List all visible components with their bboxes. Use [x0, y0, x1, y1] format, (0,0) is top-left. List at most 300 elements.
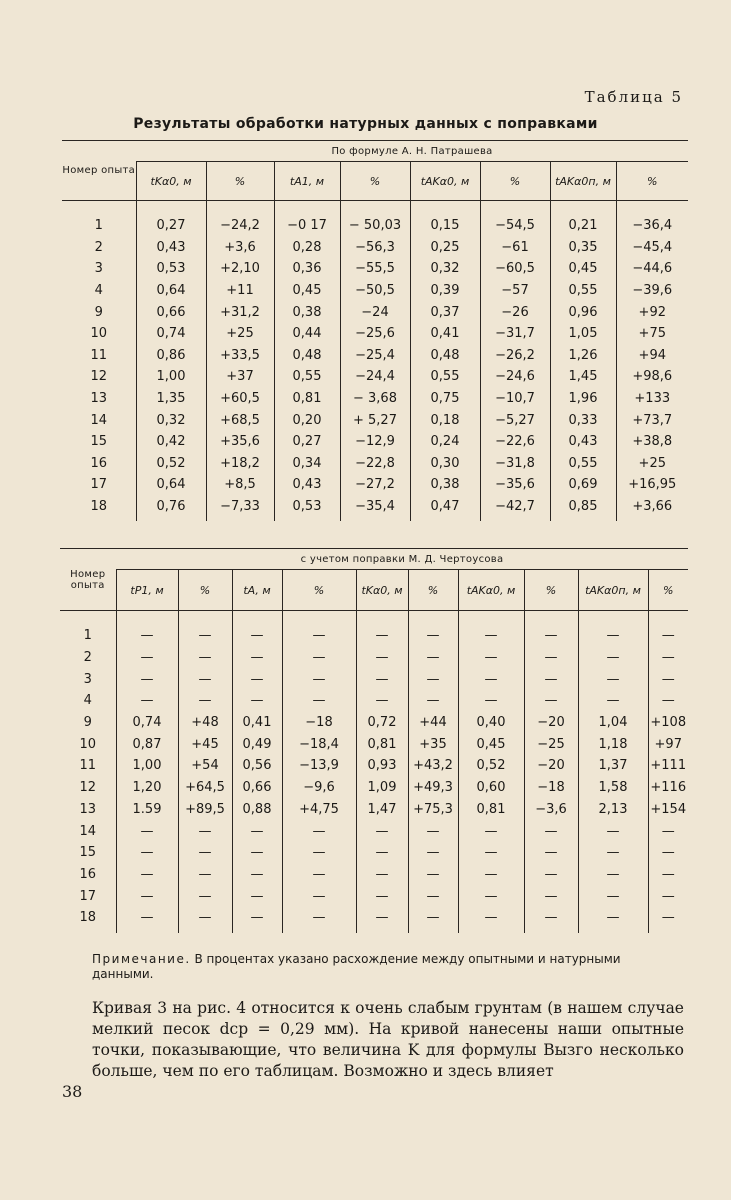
note-text: В процентах указано расхождение между опытными и натурными данными. [92, 952, 621, 981]
table-cell: −24,4 [340, 366, 410, 388]
column-header: % [282, 570, 356, 611]
table-cell: — [282, 668, 356, 690]
row-number: 2 [94, 239, 103, 255]
row-number: 4 [83, 693, 92, 709]
table-note [92, 952, 684, 982]
table-cell: −56,3 [340, 237, 410, 259]
table-cell: — [116, 885, 178, 907]
table-cell: 0,60 [458, 777, 524, 799]
table-cell: 0,33 [550, 409, 616, 431]
table-cell: −25,6 [340, 323, 410, 345]
row-number: 12 [90, 369, 108, 385]
table-cell: +97 [648, 733, 688, 755]
column-header: tP1, м [116, 570, 178, 611]
table-cell: +16,95 [616, 474, 688, 496]
table-cell: 0,85 [550, 496, 616, 522]
table-row [62, 237, 688, 259]
table-cell: — [578, 611, 648, 647]
table-cell: 0,18 [410, 409, 480, 431]
table-cell: 0,30 [410, 453, 480, 475]
table-row [60, 755, 688, 777]
table-cell: — [408, 647, 458, 669]
table-cell: +37 [206, 366, 274, 388]
table-cell: 0,53 [274, 496, 340, 522]
table-cell: −12,9 [340, 431, 410, 453]
table-cell: −50,5 [340, 280, 410, 302]
table-row [62, 301, 688, 323]
table-cell: — [578, 690, 648, 712]
table-cell: 1,37 [578, 755, 648, 777]
row-number: 16 [90, 455, 108, 471]
table-cell: 0,75 [410, 388, 480, 410]
table-cell: 0,41 [410, 323, 480, 345]
table-cell: — [356, 647, 408, 669]
table-cell: +154 [648, 799, 688, 821]
table-cell: — [524, 611, 578, 647]
table-cell: −26,2 [480, 345, 550, 367]
column-header: % [178, 570, 232, 611]
table-cell: 0,55 [550, 453, 616, 475]
column-header: % [206, 162, 274, 201]
table-cell: 1,96 [550, 388, 616, 410]
table-cell: −22,8 [340, 453, 410, 475]
table-cell: +75,3 [408, 799, 458, 821]
row-number: 1 [94, 218, 103, 234]
table-cell: — [116, 842, 178, 864]
row-number: 16 [79, 866, 97, 882]
table-cell: +43,2 [408, 755, 458, 777]
table-cell: — [178, 842, 232, 864]
table-cell: +116 [648, 777, 688, 799]
table-cell: 0,96 [550, 301, 616, 323]
table-cell: −10,7 [480, 388, 550, 410]
table-row [60, 611, 688, 647]
table-cell: — [356, 611, 408, 647]
table-cell: 1,47 [356, 799, 408, 821]
column-header: % [408, 570, 458, 611]
table-cell: +45 [178, 733, 232, 755]
table-cell: — [282, 690, 356, 712]
table-cell: +35 [408, 733, 458, 755]
table-cell: −31,7 [480, 323, 550, 345]
table-cell: 0,27 [274, 431, 340, 453]
column-header: tAKα0, м [458, 570, 524, 611]
table-cell: — [458, 668, 524, 690]
table-cell: 0,41 [232, 712, 282, 734]
row-number: 18 [79, 910, 97, 926]
row-number: 10 [79, 736, 97, 752]
table-cell: 0,81 [458, 799, 524, 821]
table-cell: 0,45 [458, 733, 524, 755]
table-cell: 0,76 [136, 496, 206, 522]
column-header: % [616, 162, 688, 201]
table-cell: — [282, 647, 356, 669]
table-cell: 0,21 [550, 201, 616, 237]
table-cell: — [282, 611, 356, 647]
table-cell: 0,32 [136, 409, 206, 431]
table-cell: −3,6 [524, 799, 578, 821]
table-cell: — [356, 690, 408, 712]
table-cell: — [232, 647, 282, 669]
table-cell: −24,6 [480, 366, 550, 388]
table-cell: — [648, 647, 688, 669]
table-cell: −39,6 [616, 280, 688, 302]
table-cell: −22,6 [480, 431, 550, 453]
table-cell: −18 [524, 777, 578, 799]
table-cell: — [458, 690, 524, 712]
table-cell: — [178, 885, 232, 907]
table-row [60, 712, 688, 734]
table-row [60, 864, 688, 886]
column-header: % [524, 570, 578, 611]
table-row [62, 388, 688, 410]
table-row [62, 431, 688, 453]
table-cell: 0,38 [410, 474, 480, 496]
table-row [62, 409, 688, 431]
table-cell: — [116, 820, 178, 842]
table-body [62, 201, 688, 522]
table-cell: 0,43 [136, 237, 206, 259]
table-cell: 0,53 [136, 258, 206, 280]
table-cell: 0,40 [458, 712, 524, 734]
table-cell: — [524, 668, 578, 690]
table-cell: 0,44 [274, 323, 340, 345]
table-cell: 0,39 [410, 280, 480, 302]
table-cell: +94 [616, 345, 688, 367]
table-cell: 0,24 [410, 431, 480, 453]
table-cell: 0,66 [136, 301, 206, 323]
table-cell: — [648, 907, 688, 933]
table-cell: — [282, 907, 356, 933]
table-cell: +3,6 [206, 237, 274, 259]
column-headers [60, 570, 688, 611]
table-row [62, 201, 688, 237]
table-title: Результаты обработки натурных данных с поправками [133, 116, 598, 132]
column-header: tAKα0п, м [578, 570, 648, 611]
table-cell: +92 [616, 301, 688, 323]
table-cell: 0,72 [356, 712, 408, 734]
table-cell: −61 [480, 237, 550, 259]
table-cell: — [524, 820, 578, 842]
table-cell: 0,56 [232, 755, 282, 777]
table-row [60, 842, 688, 864]
table-cell: − 50,03 [340, 201, 410, 237]
table-cell: 1,26 [550, 345, 616, 367]
table-cell: — [648, 842, 688, 864]
table-cell: 0,28 [274, 237, 340, 259]
table-cell: — [648, 864, 688, 886]
table-cell: +18,2 [206, 453, 274, 475]
group-header: с учетом поправки М. Д. Чертоусова [116, 549, 688, 570]
table-cell: — [458, 885, 524, 907]
column-headers [62, 162, 688, 201]
table-cell: — [648, 668, 688, 690]
row-number: 14 [79, 823, 97, 839]
table-cell: 1,58 [578, 777, 648, 799]
table-cell: +49,3 [408, 777, 458, 799]
row-number: 15 [90, 434, 108, 450]
page-number: 38 [62, 1082, 83, 1101]
table-cell: — [648, 690, 688, 712]
column-header: % [480, 162, 550, 201]
table-cell: +11 [206, 280, 274, 302]
table-cell: — [458, 864, 524, 886]
table-cell: — [232, 842, 282, 864]
table-cell: 0,86 [136, 345, 206, 367]
table-cell: — [232, 820, 282, 842]
table-cell: 0,37 [410, 301, 480, 323]
table-row [62, 280, 688, 302]
table-row [60, 690, 688, 712]
table-cell: — [578, 820, 648, 842]
table-cell: 0,43 [274, 474, 340, 496]
table-row [62, 323, 688, 345]
table-cell: 0,74 [116, 712, 178, 734]
table-cell: — [578, 647, 648, 669]
table-cell: 0,49 [232, 733, 282, 755]
body-paragraph: Кривая 3 на рис. 4 относится к очень слабым грунтам (в нашем случае мелкий песок dср = 0,29 мм). На кривой нанесены наши опытные точки, показывающие, что величина K для формулы Вызго несколько больше, чем по его таблицам. Возможно и здесь влияет [92, 999, 684, 1080]
table-label: Таблица 5 [584, 88, 683, 106]
table-cell: 0,81 [274, 388, 340, 410]
table-cell: −0 17 [274, 201, 340, 237]
row-number: 1 [83, 628, 92, 644]
column-header: tAKα0п, м [550, 162, 616, 201]
table-cell: +64,5 [178, 777, 232, 799]
row-number: 15 [79, 845, 97, 861]
table-row [60, 885, 688, 907]
table-cell: 0,55 [410, 366, 480, 388]
table-cell: −24 [340, 301, 410, 323]
row-number: 11 [90, 347, 108, 363]
table-cell: +68,5 [206, 409, 274, 431]
table-cell: — [356, 864, 408, 886]
table-cell: 1,20 [116, 777, 178, 799]
table-cell: 0,52 [458, 755, 524, 777]
table-cell: −20 [524, 755, 578, 777]
table-cell: — [232, 611, 282, 647]
table-cell: — [178, 690, 232, 712]
table-cell: +33,5 [206, 345, 274, 367]
table-cell: − 3,68 [340, 388, 410, 410]
row-header: Номер опыта [62, 141, 136, 201]
row-header: Номер опыта [60, 549, 116, 611]
table-cell: — [282, 842, 356, 864]
table-cell: −18 [282, 712, 356, 734]
table-cell: 0,25 [410, 237, 480, 259]
table-cell: −60,5 [480, 258, 550, 280]
table-cell: — [178, 864, 232, 886]
table-cell: 0,87 [116, 733, 178, 755]
table-cell: — [178, 647, 232, 669]
table-cell: — [408, 690, 458, 712]
table-cell: 0,66 [232, 777, 282, 799]
table-cell: +25 [616, 453, 688, 475]
table-cell: 0,55 [550, 280, 616, 302]
table-cell: 0,48 [274, 345, 340, 367]
table-row [62, 258, 688, 280]
table-cell: — [116, 864, 178, 886]
table-cell: +75 [616, 323, 688, 345]
table-cell: — [458, 647, 524, 669]
table-body [60, 611, 688, 933]
table-cell: — [178, 668, 232, 690]
table-cell: — [232, 907, 282, 933]
table-cell: — [524, 864, 578, 886]
table-cell: — [116, 668, 178, 690]
table-cell: 2,13 [578, 799, 648, 821]
table-cell: 0,32 [410, 258, 480, 280]
table-cell: −26 [480, 301, 550, 323]
row-number: 17 [79, 888, 97, 904]
table-cell: −54,5 [480, 201, 550, 237]
table-cell: — [232, 885, 282, 907]
table-cell: +108 [648, 712, 688, 734]
table-cell: +133 [616, 388, 688, 410]
table-cell: +8,5 [206, 474, 274, 496]
table-cell: — [578, 842, 648, 864]
table-cell: 0,36 [274, 258, 340, 280]
table-cell: — [458, 611, 524, 647]
table-cell: 1,04 [578, 712, 648, 734]
table-cell: −13,9 [282, 755, 356, 777]
table-row [62, 496, 688, 522]
row-number: 13 [90, 391, 108, 407]
table-cell: 0,81 [356, 733, 408, 755]
table-cell: — [356, 907, 408, 933]
table-cell: — [458, 820, 524, 842]
table-cell: −31,8 [480, 453, 550, 475]
table-cell: 0,69 [550, 474, 616, 496]
table-cell: — [458, 842, 524, 864]
table-cell: — [408, 611, 458, 647]
row-number: 11 [79, 758, 97, 774]
table-row [62, 453, 688, 475]
table-cell: — [578, 864, 648, 886]
table-cell: −42,7 [480, 496, 550, 522]
table-cell: — [524, 842, 578, 864]
table-cell: 1,45 [550, 366, 616, 388]
table-cell: — [232, 690, 282, 712]
table-row [60, 668, 688, 690]
table-row [60, 907, 688, 933]
table-cell: +35,6 [206, 431, 274, 453]
table-cell: +54 [178, 755, 232, 777]
table-cell: +3,66 [616, 496, 688, 522]
table-cell: −57 [480, 280, 550, 302]
table-cell: −35,4 [340, 496, 410, 522]
table-cell: 1,35 [136, 388, 206, 410]
table-cell: −25,4 [340, 345, 410, 367]
table-cell: — [408, 842, 458, 864]
table-cell: 0,42 [136, 431, 206, 453]
table-cell: 1,09 [356, 777, 408, 799]
table-cell: 0,38 [274, 301, 340, 323]
table-cell: +38,8 [616, 431, 688, 453]
table-cell: 1,18 [578, 733, 648, 755]
table-cell: +48 [178, 712, 232, 734]
table-cell: — [232, 668, 282, 690]
table-cell: — [116, 690, 178, 712]
table-cell: 0,47 [410, 496, 480, 522]
table-cell: — [116, 647, 178, 669]
table-cell: 0,15 [410, 201, 480, 237]
table-cell: + 5,27 [340, 409, 410, 431]
table-cell: — [356, 820, 408, 842]
table-cell: — [648, 820, 688, 842]
row-number: 4 [94, 283, 103, 299]
table-cell: 0,48 [410, 345, 480, 367]
table-cell: −35,6 [480, 474, 550, 496]
table-cell: +111 [648, 755, 688, 777]
table-cell: −5,27 [480, 409, 550, 431]
row-number: 14 [90, 412, 108, 428]
row-number: 13 [79, 801, 97, 817]
table-cell: +89,5 [178, 799, 232, 821]
table-cell: 0,27 [136, 201, 206, 237]
table-cell: — [408, 864, 458, 886]
column-header: % [340, 162, 410, 201]
table-cell: 0,34 [274, 453, 340, 475]
table-row [60, 777, 688, 799]
row-number: 17 [90, 477, 108, 493]
table-cell: +4,75 [282, 799, 356, 821]
table-cell: +98,6 [616, 366, 688, 388]
table-cell: +31,2 [206, 301, 274, 323]
table-row [60, 799, 688, 821]
table-row [60, 820, 688, 842]
row-number: 12 [79, 780, 97, 796]
table-cell: 0,20 [274, 409, 340, 431]
row-number: 9 [83, 715, 92, 731]
table-cell: 0,64 [136, 474, 206, 496]
table-cell: 1.59 [116, 799, 178, 821]
table-cell: −27,2 [340, 474, 410, 496]
results-table-chertousov [60, 548, 688, 933]
table-cell: 0,35 [550, 237, 616, 259]
table-cell: −45,4 [616, 237, 688, 259]
table-cell: — [232, 864, 282, 886]
table-cell: — [408, 668, 458, 690]
table-cell: — [356, 842, 408, 864]
table-cell: — [524, 647, 578, 669]
column-header: tAKα0, м [410, 162, 480, 201]
row-number: 3 [83, 671, 92, 687]
table-cell: — [282, 885, 356, 907]
table-cell: +44 [408, 712, 458, 734]
table-cell: −25 [524, 733, 578, 755]
table-cell: +73,7 [616, 409, 688, 431]
table-cell: — [578, 907, 648, 933]
table-cell: −36,4 [616, 201, 688, 237]
column-header: tKα0, м [356, 570, 408, 611]
table-cell: — [116, 611, 178, 647]
table-cell: 0,55 [274, 366, 340, 388]
table-cell: 0,45 [274, 280, 340, 302]
column-header: tA1, м [274, 162, 340, 201]
table-cell: — [282, 820, 356, 842]
table-cell: — [524, 690, 578, 712]
results-table-patrashev [62, 140, 688, 521]
table-cell: 1,00 [136, 366, 206, 388]
table-row [62, 345, 688, 367]
column-header: % [648, 570, 688, 611]
table-cell: — [408, 820, 458, 842]
table-cell: 1,05 [550, 323, 616, 345]
table-cell: — [524, 885, 578, 907]
table-cell: — [578, 668, 648, 690]
table-row [60, 647, 688, 669]
row-number: 10 [90, 326, 108, 342]
